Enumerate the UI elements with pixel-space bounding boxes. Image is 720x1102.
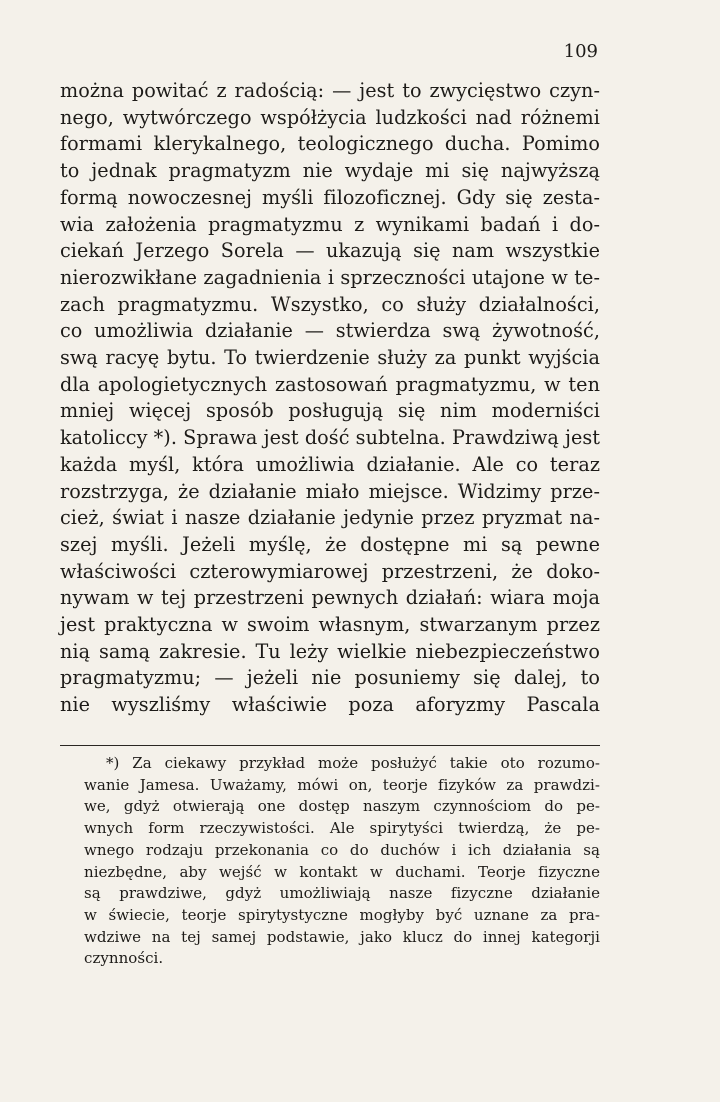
text-line: dla apologietycznych zastosowań pragmatyzmu, w ten: [60, 372, 600, 396]
text-line: formą nowoczesnej myśli filozoficznej. Gdy się zesta-: [60, 185, 600, 209]
footnote-line: niezbędne, aby wejść w kontakt w duchami. Teorje fizyczne: [84, 862, 600, 881]
text-line: szej myśli. Jeżeli myślę, że dostępne mi są pewne: [60, 532, 600, 556]
text-line: nywam w tej przestrzeni pewnych działań: wiara moja: [60, 586, 600, 610]
text-line: pragmatyzmu; — jeżeli nie posuniemy się dalej, to: [60, 666, 600, 690]
text-line: każda myśl, która umożliwia działanie. Ale co teraz: [60, 452, 600, 476]
footnote-line: w świecie, teorje spirytystyczne mogłyby być uznane za pra-: [84, 905, 600, 924]
text-line: to jednak pragmatyzm nie wydaje mi się najwyższą: [60, 159, 600, 183]
page-number: 109: [563, 41, 598, 62]
text-line: rozstrzyga, że działanie miało miejsce. Widzimy prze-: [60, 479, 600, 503]
footnote-line: są prawdziwe, gdyż umożliwiają nasze fizyczne działanie: [84, 884, 600, 903]
footnote-line: wanie Jamesa. Uważamy, mówi on, teorje fizyków za prawdzi-: [84, 775, 600, 794]
main-text: [60, 78, 600, 719]
footnote-line: wnego rodzaju przekonania co do duchów i ich działania są: [84, 840, 600, 859]
text-line: nierozwikłane zagadnienia i sprzeczności utajone w te-: [60, 265, 600, 289]
text-line: co umożliwia działanie — stwierdza swą żywotność,: [60, 319, 600, 343]
footnote-line: we, gdyż otwierają one dostęp naszym czynnościom do pe-: [84, 797, 600, 816]
text-line: mniej więcej sposób posługują się nim moderniści: [60, 399, 600, 423]
text-line: nego, wytwórczego współżycia ludzkości nad różnemi: [60, 105, 600, 129]
text-line: wia założenia pragmatyzmu z wynikami badań i do-: [60, 212, 600, 236]
text-line: nie wyszliśmy właściwie poza aforyzmy Pascala: [60, 693, 600, 717]
text-line: można powitać z radością: — jest to zwycięstwo czyn-: [60, 79, 600, 102]
footnote-line: czynności.: [84, 949, 164, 968]
text-line: zach pragmatyzmu. Wszystko, co służy działalności,: [60, 292, 600, 316]
text-line: jest praktyczna w swoim własnym, stwarzanym przez: [60, 613, 600, 637]
text-line: właściwości czterowymiarowej przestrzeni, że doko-: [60, 559, 600, 583]
text-line: ciekań Jerzego Sorela — ukazują się nam wszystkie: [60, 239, 600, 263]
footnote-line: *) Za ciekawy przykład może posłużyć takie oto rozumo-: [106, 754, 600, 772]
text-line: nią samą zakresie. Tu leży wielkie niebezpieczeństwo: [60, 639, 600, 663]
footnote-divider: [60, 745, 600, 746]
footnote: [84, 753, 600, 970]
footnote-line: wdziwe na tej samej podstawie, jako klucz do innej kategorji: [84, 927, 600, 946]
text-line: katoliccy *). Sprawa jest dość subtelna. Prawdziwą jest: [60, 426, 601, 450]
text-line: swą racyę bytu. To twierdzenie służy za punkt wyjścia: [60, 346, 600, 370]
footnote-line: wnych form rzeczywistości. Ale spirytyści twierdzą, że pe-: [84, 819, 600, 838]
text-line: formami klerykalnego, teologicznego ducha. Pomimo: [60, 132, 600, 156]
text-line: cież, świat i nasze działanie jedynie przez pryzmat na-: [60, 506, 600, 530]
